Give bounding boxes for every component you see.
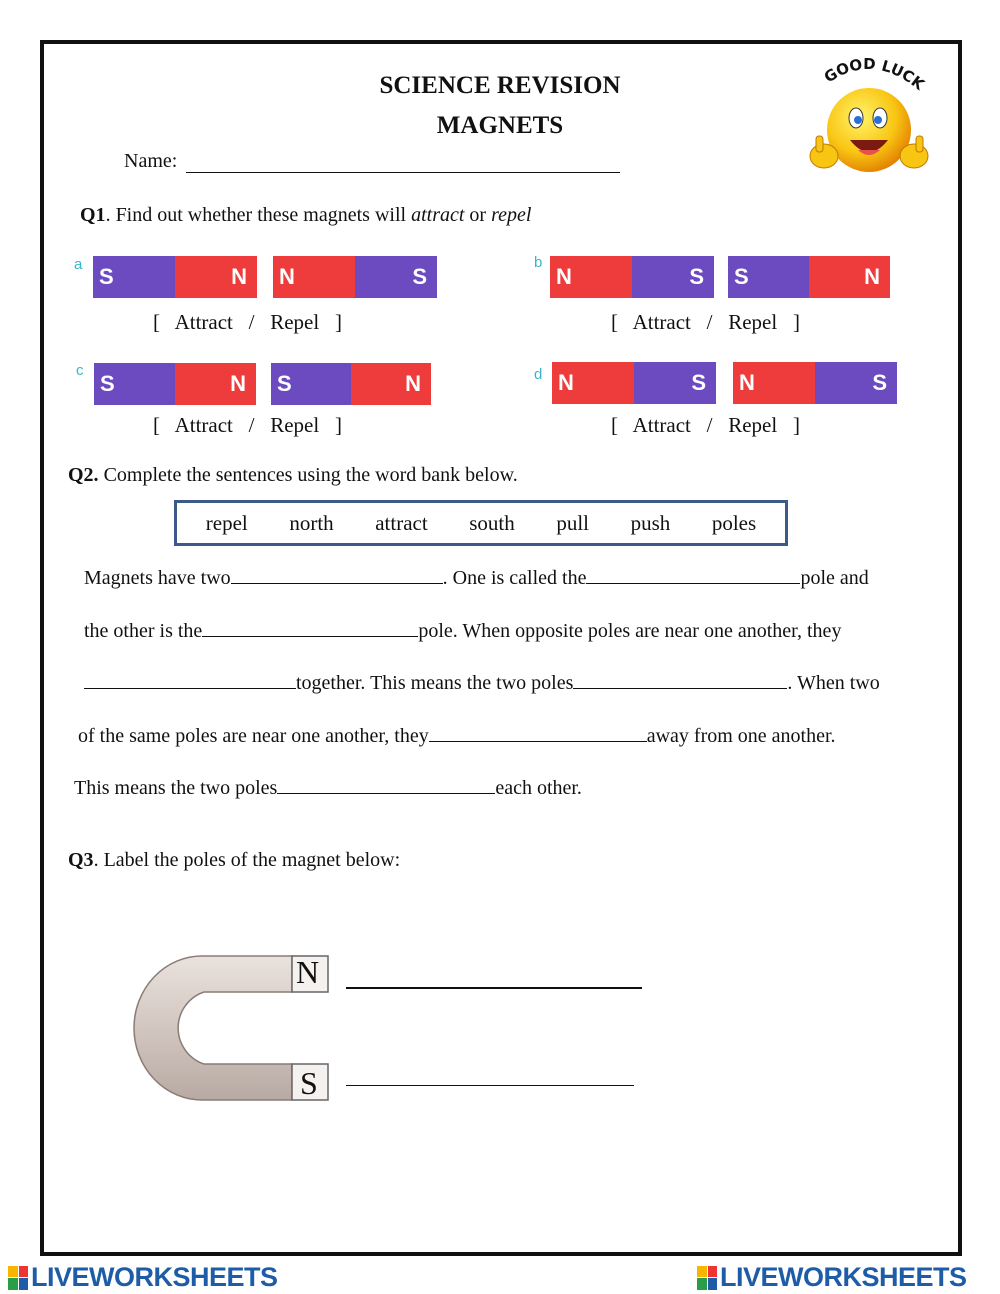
answer-blank[interactable] <box>586 565 800 584</box>
worksheet-title: SCIENCE REVISION <box>379 72 621 99</box>
item-a-letter: a <box>74 256 83 273</box>
liveworksheets-logo-icon <box>697 1266 717 1290</box>
footer-brand-text: LIVEWORKSHEETS <box>720 1262 967 1292</box>
north-pole-label: N <box>296 954 320 990</box>
south-answer-line[interactable] <box>346 1085 634 1086</box>
q1-repel-word: repel <box>491 204 532 226</box>
q2-prompt <box>68 464 518 487</box>
sentence-line-5 <box>74 775 582 800</box>
pole: N <box>809 256 890 298</box>
q2-text: Complete the sentences using the word bank below. <box>98 464 518 486</box>
answer-blank[interactable] <box>202 618 418 637</box>
q3-number: Q3 <box>68 849 94 871</box>
horseshoe-magnet <box>130 952 330 1104</box>
pole: N <box>273 256 355 298</box>
answer-blank[interactable] <box>429 723 647 742</box>
pole: N <box>552 362 634 404</box>
item-c-choice[interactable]: [ Attract / Repel ] <box>153 413 342 437</box>
q1-or: or <box>464 204 492 226</box>
sentence-text: Magnets have two <box>84 567 231 589</box>
item-a-magnet-1 <box>93 256 257 298</box>
pole: S <box>728 256 809 298</box>
sentence-text: This means the two poles <box>74 777 278 799</box>
q1-text: . Find out whether these magnets will <box>105 204 412 226</box>
item-b-choice[interactable]: [ Attract / Repel ] <box>611 310 800 334</box>
word-bank-item: repel <box>205 510 248 535</box>
north-answer-line[interactable] <box>346 987 642 989</box>
item-b-magnet-1 <box>550 256 714 298</box>
item-c-magnet-2 <box>271 363 431 405</box>
sentence-text: . When two <box>787 672 880 694</box>
q1-number: Q1 <box>80 204 106 226</box>
item-c-letter: c <box>76 362 84 379</box>
sentence-text: together. This means the two poles <box>296 672 574 694</box>
pole: S <box>271 363 351 405</box>
word-bank-item: attract <box>375 510 428 535</box>
pole: N <box>550 256 632 298</box>
item-d-choice[interactable]: [ Attract / Repel ] <box>611 413 800 437</box>
q3-prompt <box>68 849 400 872</box>
word-bank-item: pull <box>556 510 589 535</box>
item-a-magnet-2 <box>273 256 437 298</box>
footer-brand-left <box>8 1262 278 1293</box>
item-a-choice[interactable]: [ Attract / Repel ] <box>153 310 342 334</box>
item-b-letter: b <box>534 254 543 271</box>
q1-attract-word: attract <box>411 204 465 226</box>
sentence-line-2 <box>84 618 841 643</box>
footer-brand-text: LIVEWORKSHEETS <box>31 1262 278 1292</box>
sentence-text: pole and <box>800 567 869 589</box>
sentence-line-4 <box>78 723 836 748</box>
pole: S <box>634 362 716 404</box>
q3-text: . Label the poles of the magnet below: <box>93 849 401 871</box>
sentence-text: pole. When opposite poles are near one another, they <box>418 620 842 642</box>
item-d-magnet-1 <box>552 362 716 404</box>
pole: S <box>815 362 897 404</box>
name-label: Name: <box>124 150 178 172</box>
sentence-text: away from one another. <box>646 725 836 747</box>
pole: N <box>175 363 256 405</box>
pole: S <box>355 256 437 298</box>
q2-number: Q2. <box>68 464 99 486</box>
item-b-magnet-2 <box>728 256 890 298</box>
sentence-line-1 <box>84 565 869 590</box>
answer-blank[interactable] <box>277 775 495 794</box>
item-c-magnet-1 <box>94 363 256 405</box>
pole: S <box>93 256 175 298</box>
pole: S <box>632 256 714 298</box>
answer-blank[interactable] <box>573 670 787 689</box>
item-d-letter: d <box>534 366 543 383</box>
footer-brand-right <box>697 1262 967 1293</box>
pole: N <box>175 256 257 298</box>
pole: S <box>94 363 175 405</box>
word-bank-item: push <box>630 510 671 535</box>
pole: N <box>351 363 431 405</box>
sentence-text: . One is called the <box>442 567 587 589</box>
liveworksheets-logo-icon <box>8 1266 28 1290</box>
sentence-text: of the same poles are near one another, they <box>78 725 429 747</box>
word-bank <box>174 500 788 546</box>
south-pole-label: S <box>300 1065 318 1101</box>
good-luck-smiley-icon <box>806 52 932 180</box>
word-bank-item: south <box>469 510 515 535</box>
worksheet-subtitle: MAGNETS <box>436 112 564 139</box>
answer-blank[interactable] <box>84 670 296 689</box>
answer-blank[interactable] <box>231 565 443 584</box>
word-bank-item: poles <box>711 510 757 535</box>
name-input-line[interactable] <box>186 172 620 173</box>
word-bank-item: north <box>289 510 334 535</box>
pole: N <box>733 362 815 404</box>
item-d-magnet-2 <box>733 362 897 404</box>
good-luck-text: GOOD LUCK <box>820 54 928 94</box>
sentence-text: each other. <box>495 777 582 799</box>
q1-prompt <box>80 204 531 227</box>
sentence-text: the other is the <box>84 620 203 642</box>
sentence-line-3 <box>84 670 880 695</box>
